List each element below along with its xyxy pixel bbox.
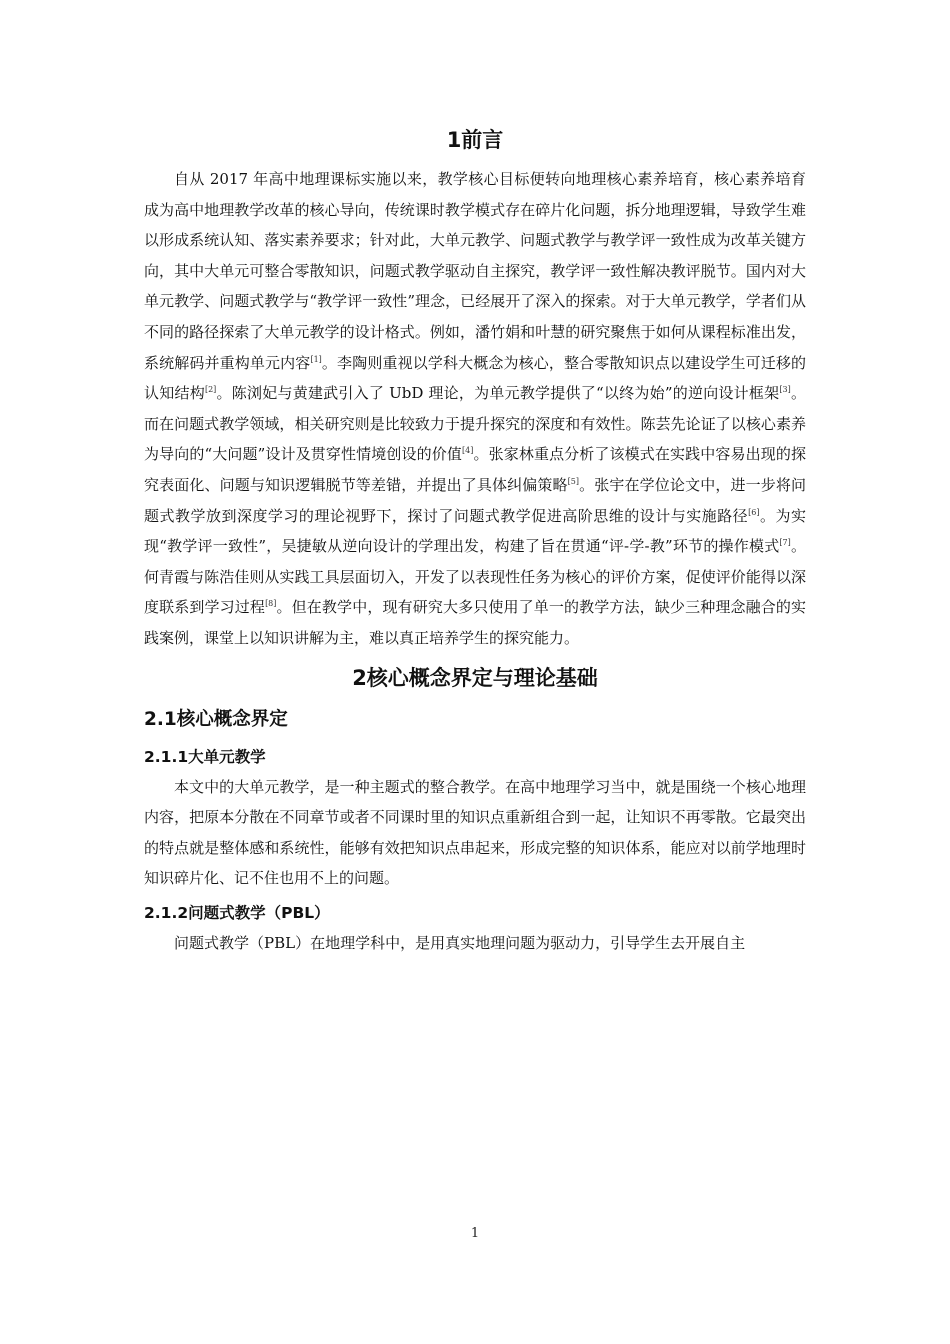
text-run: 。陈浏妃与黄建武引入了 UbD 理论，为单元教学提供了“以终为始”的逆向设计框架 (216, 384, 780, 403)
text-run: 。张宇在学位论文中，进一步将问题式教学放到深度学习的理论视野下，探讨了问题式教学促进高阶思维的设计与实施路径 (144, 475, 806, 525)
text-run: 。而在问题式教学领域，相关研究则是比较致力于提升探究的深度和有效性。陈芸先论证了以核心素养为导向的“大问题”设计及贯穿性情境创设的价值 (144, 384, 806, 464)
text-run: 。为实现“教学评一致性”，吴捷敏从逆向设计的学理出发，构建了旨在贯通“评-学-教”环节的操作模式 (144, 506, 806, 556)
section-2-title: 2核心概念界定与理论基础 (352, 665, 598, 690)
text-run: 。但在教学中，现有研究大多只使用了单一的教学方法，缺少三种理念融合的实践案例，课堂上以知识讲解为主，难以真正培养学生的探究能力。 (144, 598, 806, 647)
citation-ref[interactable]: [1] (310, 354, 322, 364)
subsection-2-1-2-title: 2.1.2问题式教学（PBL） (144, 903, 330, 922)
text-run: 自从 2017 年高中地理课标实施以来，教学核心目标便转向地理核心素养培育，核心素养培育成为高中地理教学改革的核心导向，传统课时教学模式存在碎片化问题，拆分地理逻辑，导致学生难以形成系统认知、落实素养要求；针对此，大单元教学、问题式教学与教学评一致性成为改革关键方向，其中大单元可整合零散知识，问题式教学驱动自主探究，教学评一致性解决教评脱节。国内对大单元教学、问题式教学与“教学评一致性”理念，已经展开了深入的探索。对于大单元教学，学者们从不同的路径探索了大单元教学的设计格式。例如，潘竹娟和叶慧的研究聚焦于如何从课程标准出发，系统解码并重构单元内容 (144, 170, 806, 372)
text-run: 。何青霞与陈浩佳则从实践工具层面切入，开发了以表现性任务为核心的评价方案，促使评价能得以深度联系到学习过程 (144, 537, 806, 617)
subsection-2-1-title: 2.1核心概念界定 (144, 708, 288, 730)
citation-ref[interactable]: [2] (204, 385, 217, 395)
page-content (144, 124, 806, 958)
subsection-2-1-1-paragraph: 本文中的大单元教学，是一种主题式的整合教学。在高中地理学习当中，就是围绕一个核心地理内容，把原本分散在不同章节或者不同课时里的知识点重新组合到一起，让知识不再零散。它最突出的特点就是整体感和系统性，能够有效把知识点串起来，形成完整的知识体系，能应对以前学地理时知识碎片化、记不住也用不上的问题。 (144, 777, 806, 888)
section-1-title: 1前言 (446, 128, 504, 152)
citation-ref[interactable]: [7] (779, 538, 791, 548)
text-run: 。张家林重点分析了该模式在实践中容易出现的探究表面化、问题与知识逻辑脱节等差错，并提出了具体纠偏策略 (144, 445, 806, 494)
subsection-2-1-2-paragraph: 问题式教学（PBL）在地理学科中，是用真实地理问题为驱动力，引导学生去开展自主 (174, 933, 746, 952)
citation-ref[interactable]: [5] (567, 476, 580, 486)
citation-ref[interactable]: [6] (748, 507, 760, 517)
citation-ref[interactable]: [8] (265, 599, 277, 609)
citation-ref[interactable]: [4] (462, 446, 474, 456)
page-number: 1 (470, 1226, 480, 1241)
subsection-2-1-1-title: 2.1.1大单元教学 (144, 747, 266, 766)
text-run: 。李陶则重视以学科大概念为核心，整合零散知识点以建设学生可迁移的认知结构 (144, 353, 806, 403)
section-1-paragraph (144, 164, 806, 654)
citation-ref[interactable]: [3] (779, 385, 791, 395)
